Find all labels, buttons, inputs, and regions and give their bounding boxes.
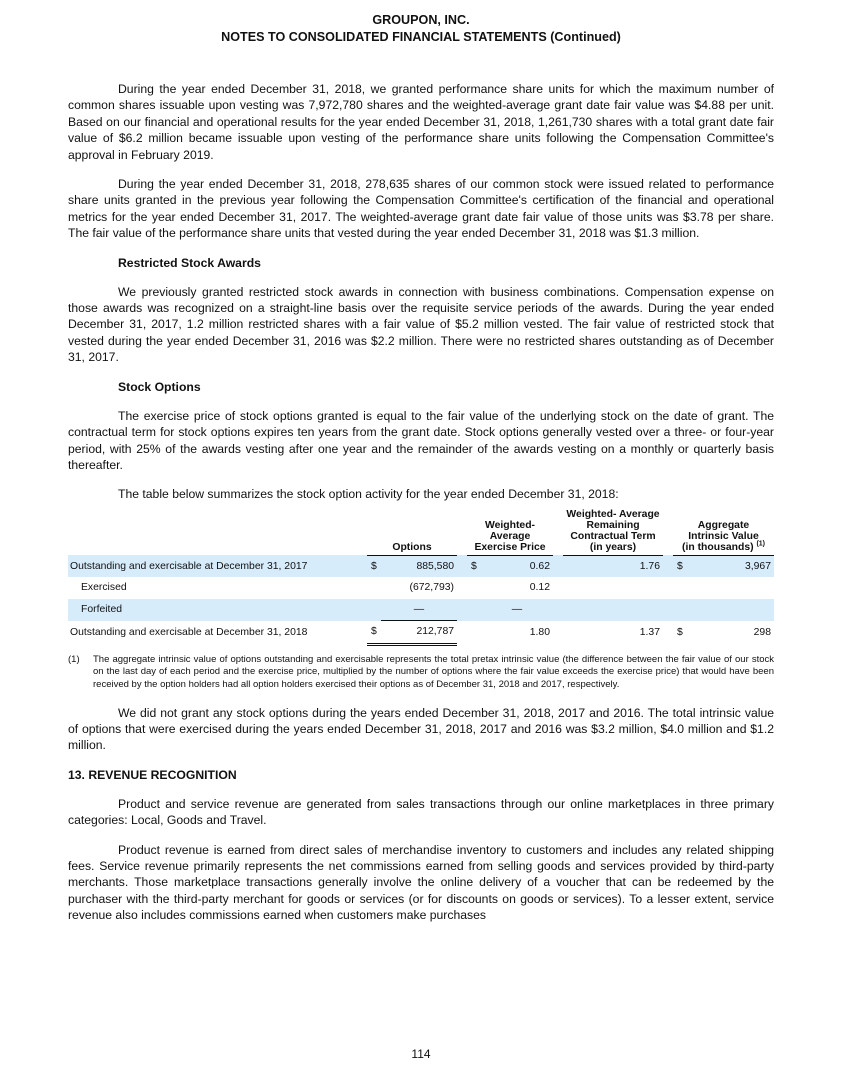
paragraph-restricted-stock: We previously granted restricted stock awards in connection with business combinations. Compensation expense on those awards was recognized on a straight-line basis over the requisite service periods of the awards. During the year ended December 31, 2017, 1.2 million restricted shares with a fair value of $5.2 million vested. The fair value of restricted stock that vested during the year ended December 31, 2016 was $2.2 million. There were no restricted shares outstanding as of December 31, 2017. — [68, 284, 774, 365]
document-page — [68, 12, 774, 924]
paragraph-performance-units: During the year ended December 31, 2018, we granted performance share units for which the maximum number of common shares issuable upon vesting was 7,972,780 shares and the weighted-average grant date fair value was $4.88 per unit. Based on our financial and operational results for the year ended December 31, 2018, 1,261,730 shares with a total grant date fair value of $6.2 million became issuable upon vesting of the performance share units following the Compensation Committee's approval in February 2019. — [68, 82, 774, 162]
heading-revenue-recognition: 13. REVENUE RECOGNITION — [68, 767, 237, 782]
heading-restricted-stock: Restricted Stock Awards — [118, 255, 261, 270]
footnote-marker: (1) — [68, 653, 80, 665]
paragraph-revenue-categories: Product and service revenue are generated from sales transactions through our online marketplaces in three primary categories: Local, Goods and Travel. — [68, 796, 774, 828]
paragraph-no-grants: We did not grant any stock options during the years ended December 31, 2018, 2017 and 2016. The total intrinsic value of options that were exercised during the years ended December 31, 2018, 2017 and 2016 was $3.2 million, $4.0 million and $1.2 million. — [68, 705, 774, 753]
header-options: Options — [367, 509, 457, 556]
table-row: Outstanding and exercisable at December 31, 2017 $ 885,580 $ 0.62 1.76 $ 3,967 — [68, 555, 774, 577]
table-row: Exercised (672,793) 0.12 — [81, 582, 550, 594]
stock-option-table — [68, 509, 774, 646]
paragraph-table-intro: The table below summarizes the stock option activity for the year ended December 31, 2018: — [118, 487, 619, 502]
header-contractual-term: Weighted- Average Remaining Contractual Term (in years) — [563, 509, 663, 556]
paragraph-product-revenue: Product revenue is earned from direct sales of merchandise inventory to customers and includes any related shipping fees. Service revenue primarily represents the net commissions earned from selling goods and services provided by third-party merchants. Those marketplace transactions generally involve the online delivery of a voucher that can be redeemed by the purchaser with the third-party merchant for goods or services (or for discounts on goods or services). To a lesser extent, service revenue also includes commissions earned when customers make purchases — [68, 842, 774, 923]
page-number: 114 — [411, 1047, 431, 1061]
footnote-text: The aggregate intrinsic value of options outstanding and exercisable represents the total pretax intrinsic value (the difference between the fair value of our stock on the last day of each period and the exercise price, multiplied by the number of options where the fair value exceeds the exercise price) that would have been received by the option holders had all option holders exercised their options as of December 31, 2018 and 2017, respectively. — [93, 653, 774, 690]
heading-stock-options: Stock Options — [118, 379, 201, 394]
paragraph-units-issued: During the year ended December 31, 2018, 278,635 shares of our common stock were issued related to performance share units granted in the previous year following the Compensation Committee's certification of the financial and operational metrics for the year ended December 31, 2017. The weighted-average grant date fair value of those units was $3.78 per share. The fair value of the performance share units that vested during the year ended December 31, 2018 was $1.3 million. — [68, 177, 774, 241]
table-row: Outstanding and exercisable at December 31, 2018 $ 212,787 1.80 1.37 $ 298 — [68, 621, 774, 645]
table-footnote — [68, 654, 774, 692]
page-title: NOTES TO CONSOLIDATED FINANCIAL STATEMENTS (Continued) — [221, 30, 621, 44]
header-exercise-price: Weighted- Average Exercise Price — [467, 509, 553, 556]
header-intrinsic-value: Aggregate Intrinsic Value (in thousands) $^{(1)}$ — [673, 509, 774, 556]
paragraph-exercise-price: The exercise price of stock options granted is equal to the fair value of the underlying stock on the date of grant. The contractual term for stock options expires ten years from the grant date. Stock options generally vested over a three- or four-year period, with 25% of the awards vesting after one year and the remainder of the awards vesting on a monthly or quarterly basis thereafter. — [68, 408, 774, 472]
company-name: GROUPON, INC. — [372, 13, 470, 27]
table-header-row — [68, 509, 774, 556]
table-row: Forfeited — — — [68, 599, 774, 621]
